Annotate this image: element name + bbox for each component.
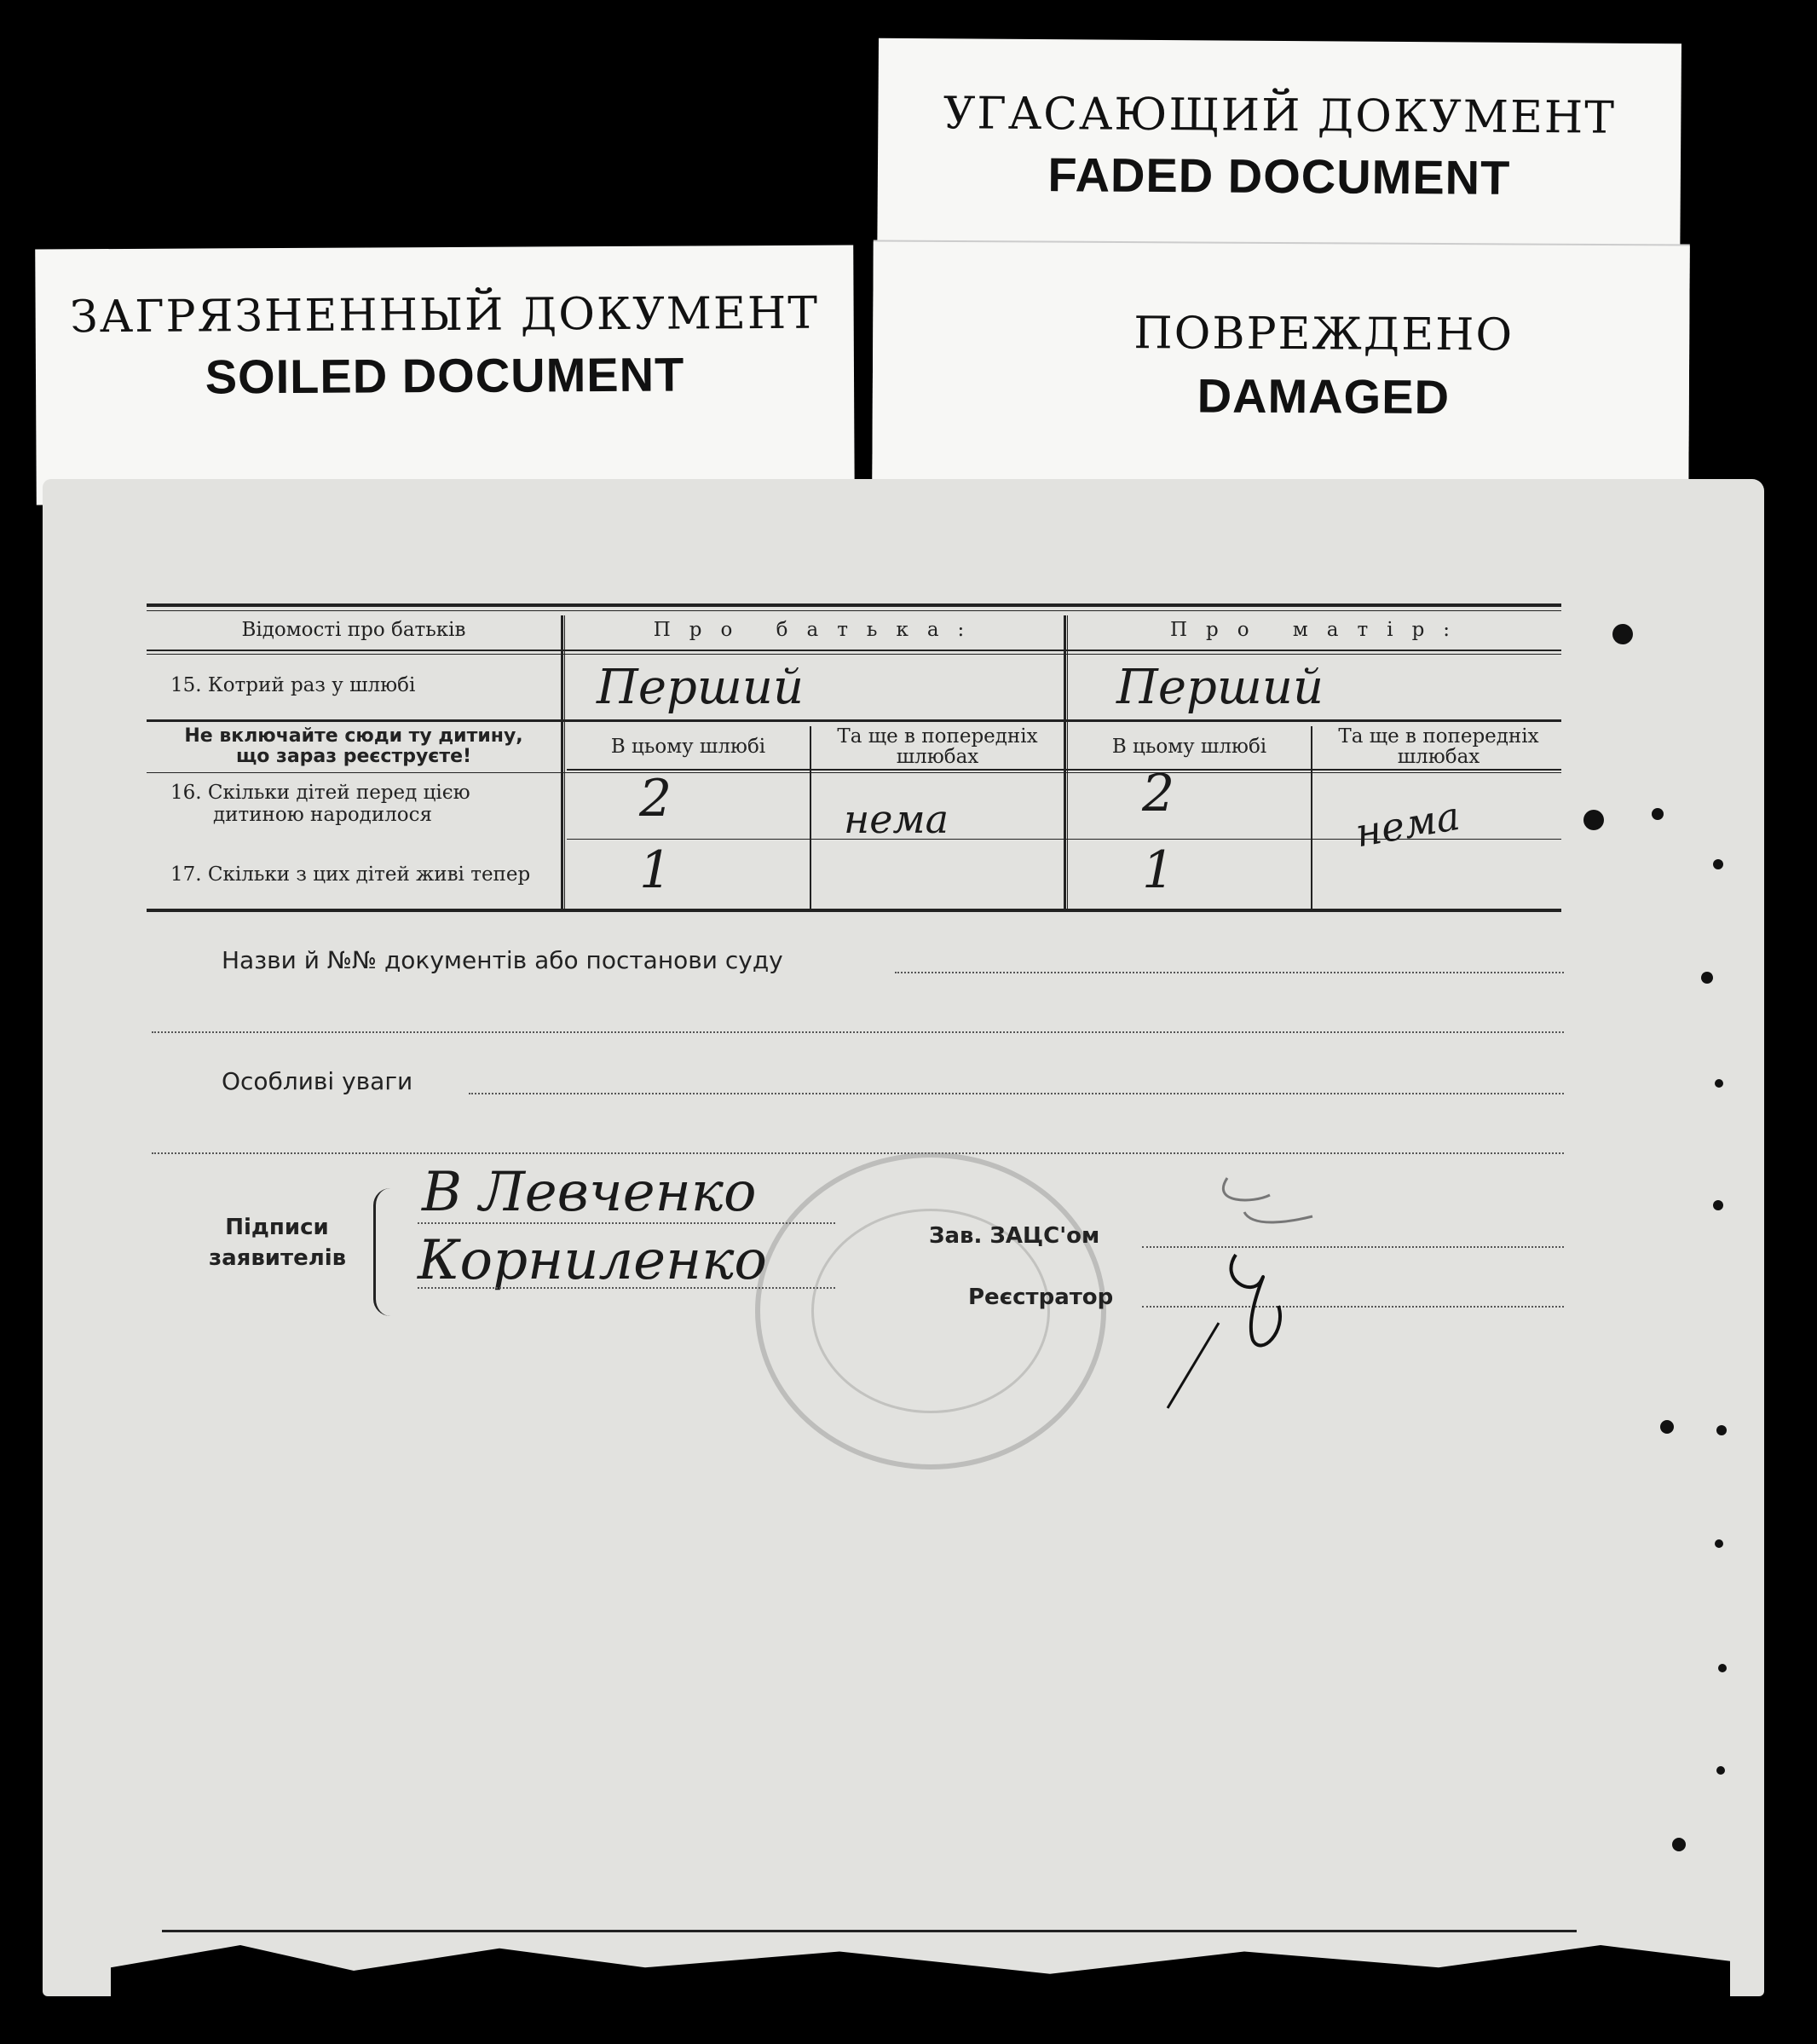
special-notes-dotted-line-2	[152, 1152, 1564, 1154]
mother-this-marriage-header: В цьому шлюбі	[1111, 736, 1267, 758]
row17-mother-this: 1	[1142, 840, 1175, 900]
table-bottom-rule	[147, 909, 1561, 912]
applicant2-signature: Корниленко	[418, 1229, 767, 1292]
punch-hole	[1715, 1539, 1723, 1548]
row16-father-prev: нема	[844, 796, 949, 842]
mother-previous-header-1: Та ще в попередніх	[1338, 725, 1539, 748]
punch-hole	[1713, 859, 1723, 869]
row16-mother-this: 2	[1142, 764, 1175, 823]
punch-hole	[1672, 1838, 1686, 1851]
damaged-label-en: DAMAGED	[1197, 368, 1451, 424]
father-previous-header-1: Та ще в попередніх	[837, 725, 1038, 748]
punch-hole	[1652, 808, 1664, 820]
col-divider-1b	[564, 615, 565, 910]
about-mother-header: Про матір:	[1169, 619, 1469, 641]
soiled-label-ru: ЗАГРЯЗНЕННЫЙ ДОКУМЕНТ	[70, 287, 820, 344]
applicant1-line	[418, 1222, 835, 1224]
mother-previous-header-2: шлюбах	[1397, 746, 1480, 768]
special-notes-dotted-line	[469, 1093, 1564, 1094]
documents-label: Назви й №№ документів або постанови суду	[222, 946, 783, 974]
faded-label-en: FADED DOCUMENT	[1047, 147, 1511, 205]
header-rule	[147, 650, 1561, 651]
soiled-label-en: SOILED DOCUMENT	[205, 347, 685, 404]
head-of-registry-label: Зав. ЗАЦС'ом	[929, 1223, 1100, 1249]
damaged-document-label	[872, 241, 1690, 501]
applicant2-line	[418, 1287, 835, 1289]
note-line2: що зараз реєструєте!	[235, 746, 472, 767]
registrar-label: Реєстратор	[968, 1285, 1114, 1310]
registration-sheet	[43, 479, 1764, 1996]
official-signatures-scribble	[1125, 1169, 1330, 1417]
applicants-label: Підписи заявителів	[209, 1215, 347, 1271]
faded-label-ru: УГАСАЮЩИЙ ДОКУМЕНТ	[943, 88, 1617, 144]
punch-hole	[1715, 1079, 1723, 1088]
special-notes-label: Особливі уваги	[222, 1067, 413, 1095]
documents-dotted-line-2	[152, 1031, 1564, 1033]
punch-hole	[1583, 810, 1604, 830]
row17-father-this: 1	[639, 840, 672, 900]
punch-hole	[1612, 624, 1633, 644]
row16-label-line2: дитиною народилося	[213, 804, 433, 826]
col-divider-2	[1064, 615, 1066, 910]
row15-label: 15. Котрий раз у шлюбі	[170, 674, 416, 696]
table-top-rule-thin	[147, 610, 1561, 611]
documents-dotted-line	[895, 972, 1564, 973]
applicants-brace	[373, 1188, 393, 1316]
soiled-document-label	[35, 245, 855, 505]
note-line1: Не включайте сюди ту дитину,	[184, 725, 523, 747]
punch-hole	[1718, 1664, 1727, 1672]
row16-label-line1: 16. Скільки дітей перед цією	[170, 782, 470, 804]
row16-father-this: 2	[639, 769, 672, 829]
col-divider-2b	[1067, 615, 1068, 910]
torn-bottom-edge	[111, 1932, 1730, 1996]
row17-label: 17. Скільки з цих дітей живі тепер	[170, 863, 531, 886]
father-previous-header-2: шлюбах	[896, 746, 979, 768]
damaged-label-ru: ПОВРЕЖДЕНО	[1133, 308, 1514, 361]
row15-rule	[147, 719, 1561, 722]
punch-hole	[1701, 972, 1713, 984]
punch-hole	[1713, 1200, 1723, 1210]
header-rule-thin	[147, 654, 1561, 655]
table-top-rule	[147, 603, 1561, 607]
row16-mother-prev: нема	[1352, 792, 1463, 857]
row15-mother-value: Перший	[1116, 660, 1324, 715]
note-rule	[147, 772, 1561, 773]
row15-father-value: Перший	[597, 660, 805, 715]
punch-hole	[1716, 1425, 1727, 1435]
punch-hole	[1660, 1420, 1674, 1434]
applicant1-signature: В Левченко	[422, 1161, 757, 1224]
about-father-header: Про батька:	[653, 619, 983, 641]
punch-hole	[1716, 1766, 1725, 1775]
sheet-bottom-rule	[162, 1930, 1577, 1932]
parents-info-header: Відомості про батьків	[241, 619, 466, 641]
father-this-marriage-header: В цьому шлюбі	[610, 736, 766, 758]
